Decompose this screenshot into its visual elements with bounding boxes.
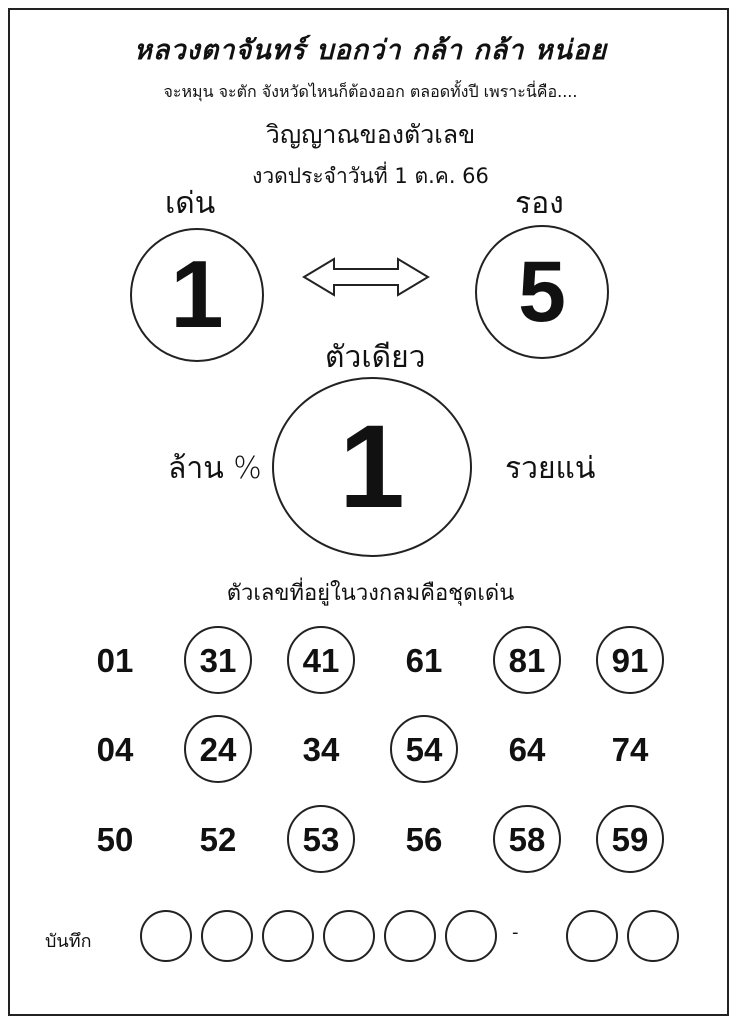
grid-number	[178, 805, 258, 875]
grid-number-value: 91	[611, 642, 649, 679]
draw-date: งวดประจำวันที่ 1 ต.ค. 66	[252, 164, 489, 188]
single-pick-label: ตัวเดียว	[325, 340, 426, 375]
single-pick-number: 1	[339, 401, 405, 533]
grid-number	[75, 805, 155, 875]
circled-number	[384, 715, 464, 785]
grid-number	[590, 715, 670, 785]
grid-number	[281, 715, 361, 785]
memo-circle	[566, 910, 618, 962]
grid-number-value: 59	[611, 821, 649, 858]
grid-number	[384, 805, 464, 875]
grid-number-value: 41	[302, 642, 340, 679]
grid-number	[487, 715, 567, 785]
circled-number	[487, 805, 567, 875]
grid-number-value: 58	[508, 821, 546, 858]
memo-circle	[627, 910, 679, 962]
circled-number	[178, 715, 258, 785]
single-pick-right-text: รวยแน่	[505, 451, 596, 486]
grid-number	[384, 626, 464, 696]
circled-number	[487, 626, 567, 696]
main-pick-circle	[130, 228, 264, 362]
grid-number-value: 50	[96, 821, 134, 858]
single-pick-circle	[272, 377, 472, 557]
grid-number-value: 24	[199, 731, 237, 768]
grid-number-value: 31	[199, 642, 237, 679]
grid-number-value: 74	[611, 731, 649, 768]
double-arrow-icon	[302, 255, 430, 299]
circled-number	[281, 626, 361, 696]
grid-caption: ตัวเลขที่อยู่ในวงกลมคือชุดเด่น	[226, 581, 515, 606]
grid-number-value: 52	[199, 821, 237, 858]
grid-number	[75, 626, 155, 696]
grid-number-value: 61	[405, 642, 443, 679]
grid-number-value: 53	[302, 821, 340, 858]
secondary-pick-circle	[475, 225, 609, 359]
circled-number	[590, 805, 670, 875]
memo-circle	[201, 910, 253, 962]
subtitle: จะหมุน จะตัก จังหวัดไหนก็ต้องออก ตลอดทั้งปี เพราะนี่คือ....	[163, 82, 578, 101]
memo-circle	[262, 910, 314, 962]
memo-circle	[140, 910, 192, 962]
secondary-pick-number: 5	[518, 243, 566, 340]
grid-number-value: 64	[508, 731, 546, 768]
grid-number-value: 34	[302, 731, 340, 768]
grid-number-value: 04	[96, 731, 134, 768]
memo-circle	[323, 910, 375, 962]
grid-number-value: 81	[508, 642, 546, 679]
single-pick-left-text: ล้าน %	[168, 451, 262, 486]
main-pick-number: 1	[170, 241, 224, 348]
circled-number	[590, 626, 670, 696]
memo-separator: -	[512, 922, 519, 943]
circled-number	[281, 805, 361, 875]
secondary-pick-label: รอง	[515, 186, 564, 221]
main-pick-label: เด่น	[165, 186, 216, 221]
grid-number-value: 01	[96, 642, 134, 679]
grid-number-value: 54	[405, 731, 443, 768]
page-title: หลวงตาจันทร์ บอกว่า กล้า กล้า หน่อย	[134, 35, 607, 66]
circled-number	[178, 626, 258, 696]
grid-number-value: 56	[405, 821, 443, 858]
grid-number	[75, 715, 155, 785]
memo-label: บันทึก	[45, 931, 92, 952]
memo-circle	[384, 910, 436, 962]
memo-circle	[445, 910, 497, 962]
heading: วิญญาณของตัวเลข	[265, 120, 476, 149]
